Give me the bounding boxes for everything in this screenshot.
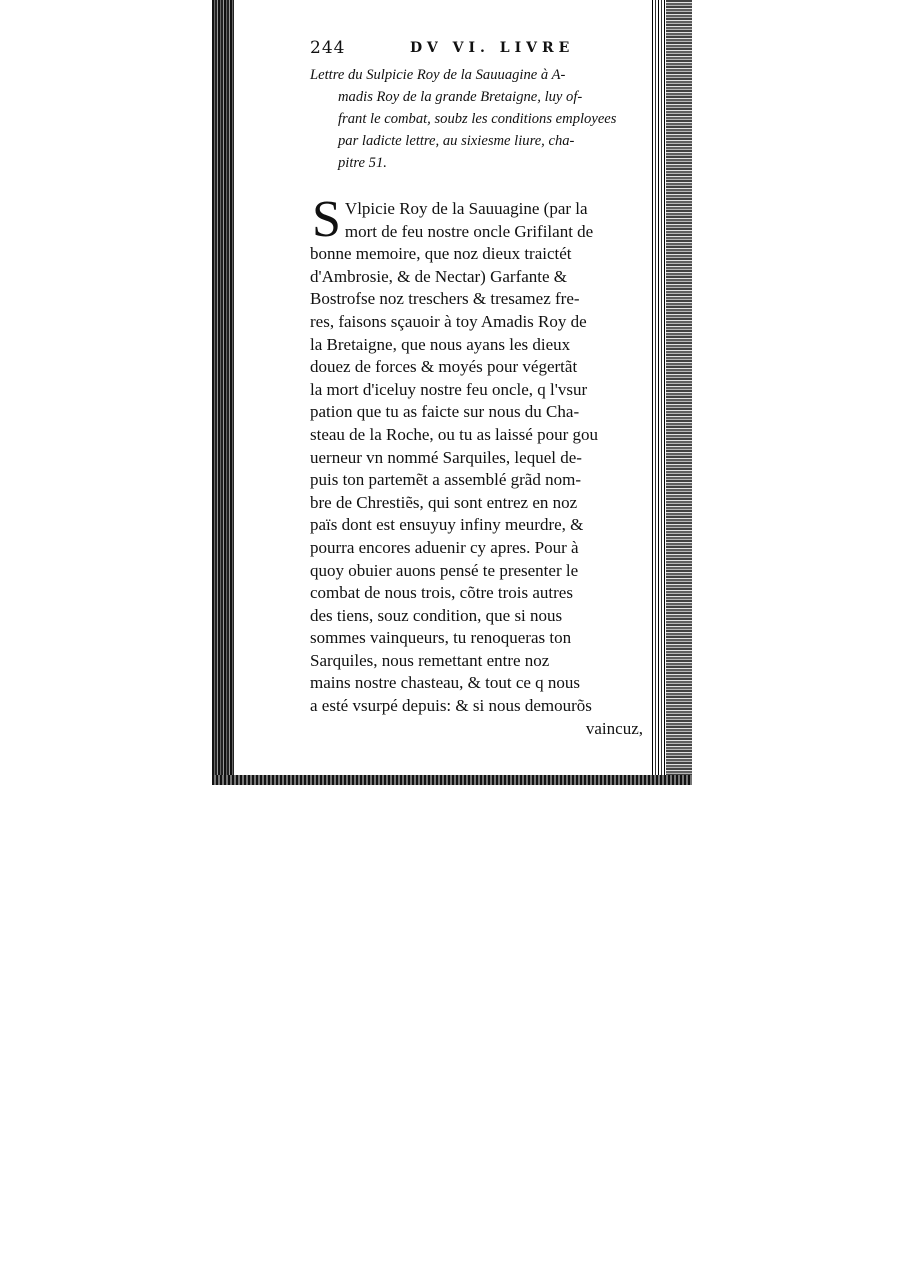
scan-bottom-edge: [212, 775, 692, 785]
page-number: 244: [310, 38, 346, 58]
text-line: des tiens, souz condition, que si nous: [310, 605, 563, 625]
heading-line: frant le combat, soubz les conditions employees: [338, 111, 617, 127]
text-line: douez de forces & moyés pour végertãt: [310, 357, 578, 377]
running-head: DV VI. LIVRE: [410, 40, 575, 56]
text-line: uerneur vn nommé Sarquiles, lequel de-: [310, 447, 582, 467]
catchword: vaincuz,: [585, 718, 643, 738]
text-line: Sarquiles, nous remettant entre noz: [310, 650, 550, 670]
text-line: pourra encores aduenir cy apres. Pour à: [310, 537, 579, 557]
drop-capital: S: [312, 191, 341, 248]
text-line: quoy obuier auons pensé te presenter le: [310, 560, 579, 580]
text-line: pation que tu as faicte sur nous du Cha-: [310, 402, 580, 422]
book-fore-edge: [666, 0, 692, 785]
book-page: [310, 38, 655, 740]
heading-line: madis Roy de la grande Bretaigne, luy of-: [338, 89, 583, 105]
text-line: Vlpicie Roy de la Sauuagine (par la: [344, 199, 588, 218]
text-line: res, faisons sçauoir à toy Amadis Roy de: [310, 311, 587, 331]
book-spine-edge: [212, 0, 234, 785]
text-line: a esté vsurpé depuis: & si nous demourõs: [310, 696, 592, 716]
text-line: la Bretaigne, que nous ayans les dieux: [310, 334, 571, 354]
text-line: puis ton partemẽt a assemblé grãd nom-: [310, 470, 581, 490]
text-line: combat de nous trois, cõtre trois autres: [310, 583, 573, 603]
chapter-heading: [310, 64, 655, 174]
heading-line: par ladicte lettre, au sixiesme liure, cha-: [338, 133, 575, 149]
text-line: mort de feu nostre oncle Grifilant de: [344, 221, 594, 241]
text-line: sommes vainqueurs, tu renoqueras ton: [310, 628, 572, 648]
letter-body: [310, 191, 655, 740]
text-line: bre de Chrestiẽs, qui sont entrez en noz: [310, 492, 578, 512]
text-line: bonne memoire, que noz dieux traictét: [310, 244, 572, 264]
text-line: steau de la Roche, ou tu as laissé pour gou: [310, 424, 598, 444]
text-line: païs dont est ensuyuy infiny meurdre, &: [310, 515, 584, 535]
text-line: d'Ambrosie, & de Nectar) Garfante &: [310, 266, 568, 286]
text-line: la mort d'iceluy nostre feu oncle, q l'vsur: [310, 379, 588, 399]
text-line: mains nostre chasteau, & tout ce q nous: [310, 673, 581, 693]
heading-line: pitre 51.: [338, 155, 387, 171]
heading-line: Lettre du Sulpicie Roy de la Sauuagine à A-: [310, 67, 566, 83]
text-line: Bostrofse noz treschers & tresamez fre-: [310, 289, 580, 309]
page-header: [310, 38, 655, 64]
